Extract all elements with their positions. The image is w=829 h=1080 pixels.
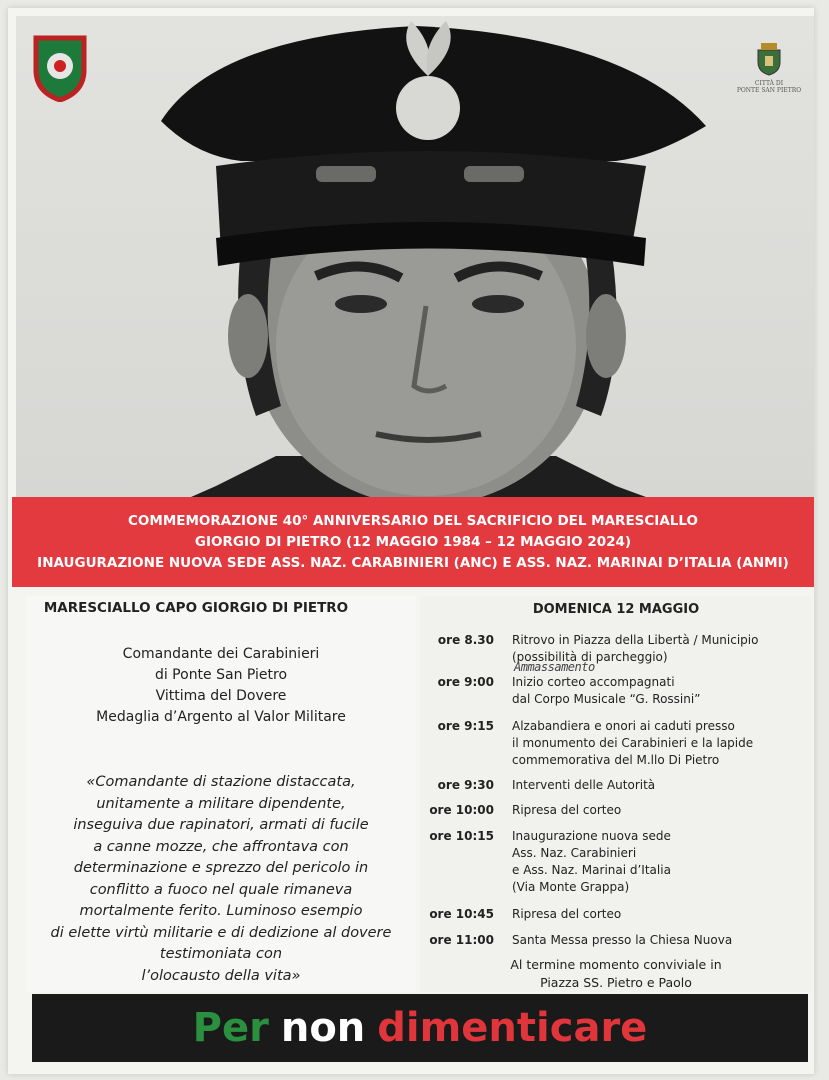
quote-line: testimoniata con [159,946,283,962]
schedule-time: ore 11:00 [429,933,494,947]
caption-line: PONTE SAN PIETRO [736,87,802,94]
schedule-time: ore 10:45 [429,907,494,921]
portrait-photo [16,16,814,508]
schedule-column [420,596,812,992]
slogan-word-green: Per [192,1005,269,1051]
officer-portrait [16,16,814,508]
banner-line-1: COMMEMORAZIONE 40° ANNIVERSARIO DEL SACRIFICIO DEL MARESCIALLO [128,513,698,529]
closing-note [420,956,812,992]
schedule-time: ore 8.30 [437,633,494,647]
schedule-time: ore 9:00 [437,675,494,689]
town-crest-icon [754,42,784,76]
medal-citation-quote [26,772,416,987]
schedule-description: Inizio corteo accompagnati dal Corpo Musicale “G. Rossini” [512,675,701,706]
schedule-description: Interventi delle Autorità [512,778,656,792]
slogan-word-white: non [280,1005,366,1051]
municipality-crest [736,38,802,102]
quote-line: mortalmente ferito. Luminoso esempio [79,903,363,919]
schedule-description: Inaugurazione nuova sede Ass. Naz. Carabinieri e Ass. Naz. Marinai d’Italia (Via Monte Grappa) [512,829,671,894]
role-lines [26,644,416,728]
biography-column [26,596,416,992]
schedule-description: Santa Messa presso la Chiesa Nuova [512,933,733,947]
schedule-description: Ritrovo in Piazza della Libertà / Municipio (possibilità di parcheggio) [512,633,759,664]
role-line: Vittima del Dovere [155,688,287,704]
quote-line: conflitto a fuoco nel quale rimaneva [89,881,353,898]
schedule-title: DOMENICA 12 MAGGIO [532,602,700,617]
footer-slogan [32,994,808,1062]
closing-line: Piazza SS. Pietro e Paolo [540,975,692,990]
banner-line-3: INAUGURAZIONE NUOVA SEDE ASS. NAZ. CARABINIERI (ANC) E ASS. NAZ. MARINAI D’ITALIA (ANMI) [37,555,789,571]
carabinieri-association-logo [30,32,90,102]
quote-line: determinazione e sprezzo del pericolo in [73,860,369,876]
schedule-time: ore 9:15 [437,719,494,733]
slogan-word-red: dimenticare [377,1005,648,1051]
quote-line: di elette virtù militarie e di dedizione al dovere [50,924,392,941]
quote-line: l’olocausto della vita» [141,967,301,984]
biography-title: MARESCIALLO CAPO GIORGIO DI PIETRO [43,600,349,616]
role-line: Medaglia d’Argento al Valor Militare [96,709,346,725]
commemoration-banner [12,497,814,587]
quote-line: inseguiva due rapinatori, armati di fucile [73,817,369,833]
schedule-description: Alzabandiera e onori ai caduti presso il monumento dei Carabinieri e la lapide commemorativa del M.llo Di Pietro [512,719,754,767]
handwritten-note: Ammassamento [514,660,595,674]
closing-line: Al termine momento conviviale in [510,957,722,972]
quote-line: a canne mozze, che affrontava con [93,838,349,855]
schedule-time: ore 10:00 [429,803,494,817]
quote-line: unitamente a militare dipendente, [96,795,346,812]
quote-line: «Comandante di stazione distaccata, [86,774,356,790]
schedule-time: ore 10:15 [429,829,494,843]
role-line: Comandante dei Carabinieri [122,646,320,662]
municipality-caption [736,80,802,94]
schedule-description: Ripresa del corteo [512,907,622,921]
schedule-time: ore 9:30 [437,778,494,792]
schedule-description: Ripresa del corteo [512,803,622,817]
banner-line-2: GIORGIO DI PIETRO (12 MAGGIO 1984 – 12 MAGGIO 2024) [194,534,632,550]
role-line: di Ponte San Pietro [154,667,288,683]
caption-line: CITTÀ DI [754,80,784,87]
